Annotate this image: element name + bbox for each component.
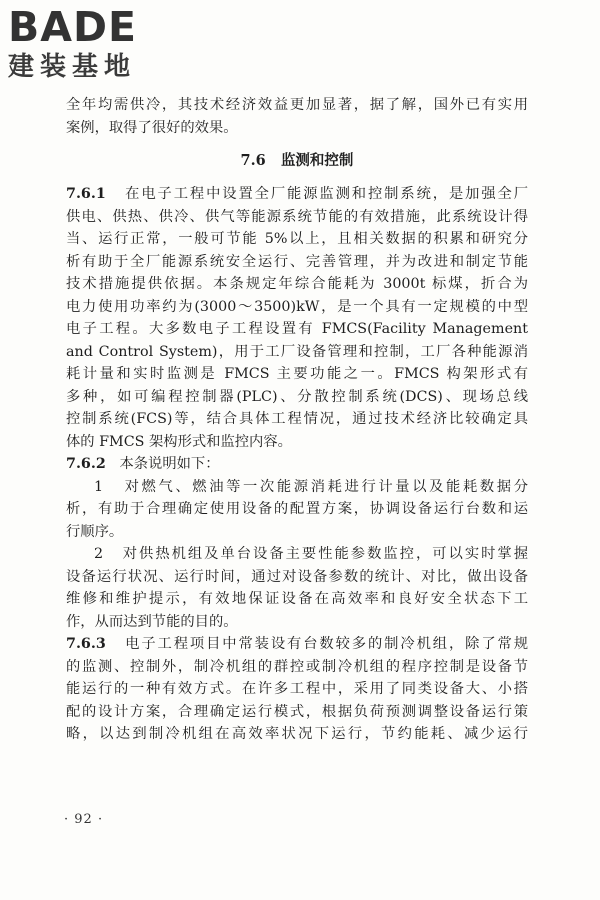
- text-line: 案例，取得了很好的效果。: [66, 119, 238, 136]
- text-line: 全年均需供冷，其技术经济效益更加显著，据了解，国外已有实用: [66, 97, 528, 113]
- text-line: 析，有助于合理确定使用设备的配置方案，协调设备运行台数和运: [66, 501, 528, 517]
- clause-number: 7.6.3: [66, 636, 106, 652]
- text-line: 1 对燃气、燃油等一次能源消耗进行计量以及能耗数据分: [94, 478, 528, 495]
- text-line: 作，从而达到节能的目的。: [66, 613, 238, 630]
- logo-subtitle: 建装基地: [8, 52, 137, 82]
- text-line: 2 对供热机组及单台设备主要性能参数监控，可以实时掌握: [94, 546, 529, 562]
- text-line: 当、运行正常，一般可节能 5%以上，且相关数据的积累和研究分: [66, 231, 528, 247]
- text-line: 7.6.2 本条说明如下：: [66, 456, 220, 472]
- bade-logo: [8, 3, 178, 88]
- text-line: 技术措施提供依据。本条规定年综合能耗为 3000t 标煤，折合为: [66, 276, 528, 292]
- section-number: 7.6: [240, 152, 266, 169]
- page-body: [66, 94, 528, 746]
- page-number: · 92 ·: [64, 812, 104, 827]
- text-line: and Control System)，用于工厂设备管理和控制，工厂各种能源消: [66, 343, 528, 360]
- text-line: 略，以达到制冷机组在高效率状况下运行，节约能耗、减少运行: [66, 726, 528, 742]
- text-line: 电力使用功率约为(3000～3500)kW，是一个具有一定规模的中型: [66, 298, 528, 315]
- text-line: 耗计量和实时监测是 FMCS 主要功能之一。FMCS 构架形式有: [66, 366, 528, 382]
- text-line: 电子工程。大多数电子工程设置有 FMCS(Facility Management: [66, 321, 528, 337]
- text-line: 多种，如可编程控制器(PLC)、分散控制系统(DCS)、现场总线: [66, 388, 528, 405]
- item-number: 1: [94, 478, 104, 495]
- text-line: 配的设计方案，合理确定运行模式，根据负荷预测调整设备运行策: [66, 703, 528, 720]
- section-title: 监测和控制: [280, 152, 354, 169]
- text-line: 行顺序。: [66, 523, 124, 540]
- text-line: 维修和维护提示，有效地保证设备在高效率和良好安全状态下工: [66, 591, 528, 607]
- text-line: 供电、供热、供冷、供气等能源系统节能的有效措施，此系统设计得: [66, 208, 528, 225]
- section-heading: [66, 139, 528, 183]
- text-line: 设备运行状况、运行时间，通过对设备参数的统计、对比，做出设备: [66, 568, 528, 585]
- text-line: 7.6.3 电子工程项目中常装设有台数较多的制冷机组，除了常规: [66, 636, 529, 652]
- text-line: 控制系统(FCS)等，结合具体工程情况，通过技术经济比较确定具: [66, 411, 528, 427]
- logo-wordmark: BADE: [8, 3, 138, 51]
- item-number: 2: [94, 546, 104, 562]
- clause-number: 7.6.2: [66, 456, 106, 472]
- text-line: 能运行的一种有效方式。在许多工程中，采用了同类设备大、小搭: [66, 681, 528, 697]
- clause-number: 7.6.1: [66, 186, 106, 202]
- text-line: 的监测、控制外，制冷机组的群控或制冷机组的程序控制是设备节: [66, 658, 528, 675]
- text-line: 析有助于全厂能源系统安全运行、完善管理，并为改进和制定节能: [66, 253, 528, 270]
- text-line: 体的 FMCS 架构形式和监控内容。: [66, 433, 292, 450]
- text-line: 7.6.1 在电子工程中设置全厂能源监测和控制系统，是加强全厂: [66, 186, 529, 202]
